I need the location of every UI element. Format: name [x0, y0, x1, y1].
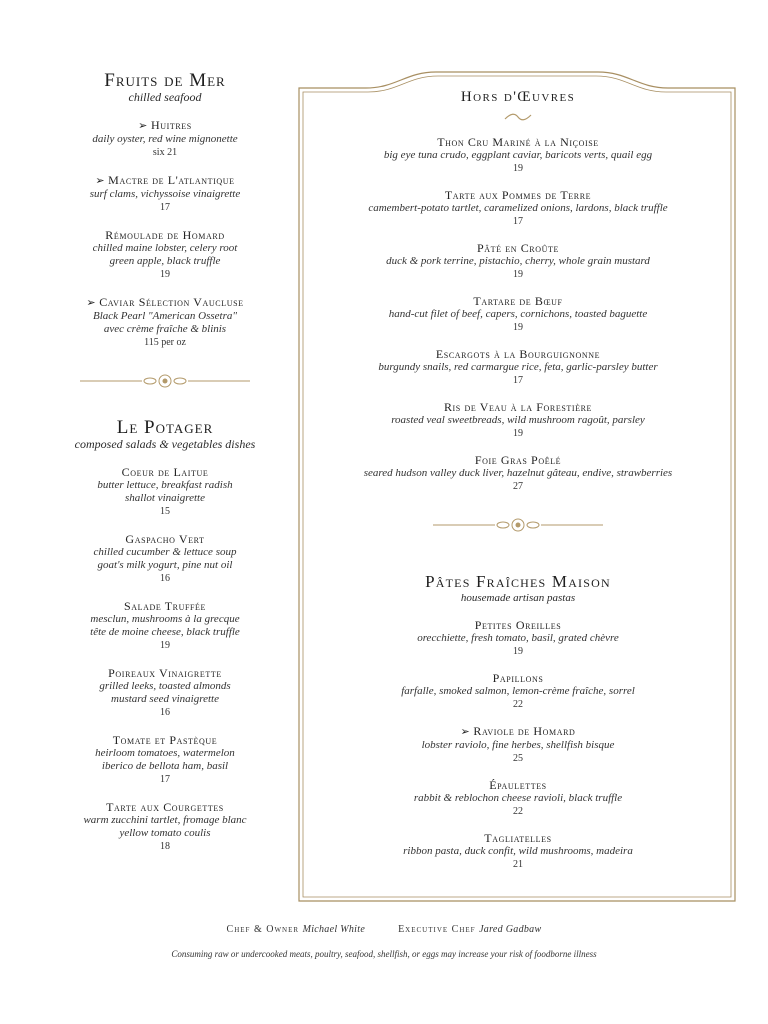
item-name-text: Salade Truffée: [123, 599, 207, 613]
item-name-text: Tagliatelles: [484, 831, 552, 845]
swirl-ornament: [503, 112, 533, 122]
item-name: [310, 294, 726, 308]
item-name: [40, 228, 290, 242]
item-description: daily oyster, red wine mignonette: [92, 133, 238, 145]
right-column: [310, 88, 726, 871]
section-subtitle: housemade artisan pastas: [460, 592, 576, 604]
item-name: [310, 241, 726, 255]
item-price: 19: [513, 269, 523, 280]
item-name: [310, 453, 726, 467]
item-description: green apple, black truffle: [109, 255, 221, 267]
section-subtitle: chilled seafood: [128, 90, 202, 104]
item-price: 16: [160, 707, 170, 718]
item-description: rabbit & reblochon cheese ravioli, black truffle: [413, 792, 623, 804]
left-column: [40, 72, 290, 853]
item-name-text: Pâté en Croûte: [477, 241, 559, 255]
menu-item: [40, 465, 290, 518]
item-description: mustard seed vinaigrette: [111, 693, 219, 705]
menu-item: [40, 173, 290, 214]
item-name-text: Escargots à la Bourguignonne: [435, 347, 601, 361]
ornament-divider-right: [433, 517, 603, 533]
footer: [0, 924, 768, 959]
ornament-divider-left: [80, 373, 250, 389]
section-le-potager: [40, 419, 290, 853]
menu-item: [40, 733, 290, 786]
arrow-icon: ➢: [95, 175, 106, 187]
menu-item: [40, 666, 290, 719]
menu-item: [40, 800, 290, 853]
item-description: duck & pork terrine, pistachio, cherry, whole grain mustard: [386, 255, 650, 267]
item-description: hand-cut filet of beef, capers, cornichons, toasted baguette: [388, 308, 648, 320]
item-price: 27: [513, 481, 523, 492]
item-description: Black Pearl "American Ossetra": [93, 310, 237, 322]
item-price: 15: [160, 506, 170, 517]
item-name-text: Poireaux Vinaigrette: [108, 666, 222, 680]
item-name-text: Tomate et Pastèque: [112, 733, 218, 747]
item-description: roasted veal sweetbreads, wild mushroom ragoût, parsley: [391, 414, 645, 426]
menu-item: [40, 599, 290, 652]
menu-item: [310, 618, 726, 658]
item-description: avec crème fraîche & blinis: [103, 323, 227, 335]
item-name: [40, 532, 290, 546]
section-pates: [310, 573, 726, 871]
item-name-text: Coeur de Laitue: [121, 465, 209, 479]
item-name: [40, 118, 290, 133]
item-name-text: Tarte aux Courgettes: [106, 800, 224, 814]
menu-item: [310, 241, 726, 281]
item-description: orecchiette, fresh tomato, basil, grated chèvre: [417, 632, 619, 644]
item-price: 115 per oz: [144, 337, 186, 348]
item-description: seared hudson valley duck liver, hazelnut gâteau, endive, strawberries: [363, 467, 673, 479]
item-name: [310, 400, 726, 414]
menu-item: [310, 831, 726, 871]
item-name-text: Papillons: [492, 671, 544, 685]
item-price: 16: [160, 573, 170, 584]
section-hors-doeuvres: [310, 88, 726, 493]
item-description: yellow tomato coulis: [119, 827, 211, 839]
item-name: [40, 465, 290, 479]
item-name-text: Thon Cru Mariné à la Niçoise: [437, 135, 599, 149]
item-description: goat's milk yogurt, pine nut oil: [97, 559, 233, 571]
item-description: big eye tuna crudo, eggplant caviar, baricots verts, quail egg: [383, 149, 653, 161]
menu-item: [310, 724, 726, 765]
item-description: heirloom tomatoes, watermelon: [95, 747, 235, 759]
item-name: [310, 724, 726, 739]
health-warning: Consuming raw or undercooked meats, poultry, seafood, shellfish, or eggs may increase your risk of foodborne illness: [171, 949, 597, 959]
item-name-text: Mactre de L'atlantique: [108, 173, 235, 187]
item-name: [310, 778, 726, 792]
item-name-text: Caviar Sélection Vaucluse: [99, 295, 244, 309]
section-subtitle: composed salads & vegetables dishes: [74, 437, 256, 451]
item-name-text: Raviole de Homard: [473, 724, 576, 738]
item-name: [40, 733, 290, 747]
item-price: 17: [160, 774, 170, 785]
menu-item: [310, 135, 726, 175]
item-description: shallot vinaigrette: [125, 492, 205, 504]
section-title: Fruits de Mer: [104, 70, 226, 91]
item-price: 17: [513, 216, 523, 227]
menu-list: [310, 618, 726, 871]
item-name-text: Ris de Veau à la Forestière: [443, 400, 593, 414]
section-fruits-de-mer: [40, 72, 290, 349]
item-name-text: Tartare de Bœuf: [473, 294, 563, 308]
item-name-text: Petites Oreilles: [474, 618, 562, 632]
item-name-text: Huitres: [150, 118, 192, 132]
item-name: [310, 671, 726, 685]
menu-item: [40, 118, 290, 159]
item-description: tête de moine cheese, black truffle: [90, 626, 240, 638]
section-title: Pâtes Fraîches Maison: [425, 572, 611, 591]
item-price: 19: [513, 163, 523, 174]
arrow-icon: ➢: [138, 120, 148, 132]
item-name: [310, 347, 726, 361]
item-name: [40, 599, 290, 613]
item-price: 19: [160, 269, 170, 280]
item-price: 25: [513, 753, 523, 764]
item-price: 21: [513, 859, 523, 870]
menu-item: [40, 295, 290, 349]
menu-list: [310, 135, 726, 493]
menu-frame: [296, 68, 738, 904]
item-price: 17: [513, 375, 523, 386]
item-name-text: Foie Gras Poêlé: [474, 453, 562, 467]
menu-list: [40, 118, 290, 349]
item-description: mesclun, mushrooms à la grecque: [90, 613, 240, 625]
item-description: iberico de bellota ham, basil: [101, 760, 229, 772]
section-title: Hors d'Œuvres: [460, 89, 576, 105]
arrow-icon: ➢: [460, 726, 471, 738]
menu-item: [310, 671, 726, 711]
menu-item: [40, 532, 290, 585]
item-description: surf clams, vichyssoise vinaigrette: [89, 188, 241, 200]
item-description: butter lettuce, breakfast radish: [97, 479, 233, 491]
item-name-text: Gaspacho Vert: [125, 532, 205, 546]
item-price: 19: [513, 428, 523, 439]
menu-item: [310, 778, 726, 818]
item-description: ribbon pasta, duck confit, wild mushrooms, madeira: [403, 845, 633, 857]
item-name-text: Tarte aux Pommes de Terre: [444, 188, 592, 202]
item-description: farfalle, smoked salmon, lemon-crème fraîche, sorrel: [401, 685, 635, 697]
item-description: burgundy snails, red carmargue rice, feta, garlic-parsley butter: [378, 361, 658, 373]
item-description: warm zucchini tartlet, fromage blanc: [83, 814, 247, 826]
menu-item: [310, 294, 726, 334]
item-price: 22: [513, 806, 523, 817]
exec-chef-name: Jared Gadbaw: [479, 924, 542, 935]
item-description: camembert-potato tartlet, caramelized onions, lardons, black truffle: [368, 202, 668, 214]
menu-item: [310, 188, 726, 228]
item-name-text: Épaulettes: [489, 778, 547, 792]
item-name-text: Rémoulade de Homard: [105, 228, 225, 242]
item-name: [40, 666, 290, 680]
chef-owner-name: Michael White: [302, 924, 366, 935]
item-price: 22: [513, 699, 523, 710]
item-price: 19: [513, 322, 523, 333]
item-name: [40, 800, 290, 814]
item-price: 19: [160, 640, 170, 651]
arrow-icon: ➢: [86, 297, 97, 309]
item-price: 17: [160, 202, 170, 213]
item-description: chilled cucumber & lettuce soup: [93, 546, 237, 558]
item-name: [310, 188, 726, 202]
item-price: 19: [513, 646, 523, 657]
item-price: 18: [160, 841, 170, 852]
exec-chef-label: Executive Chef: [398, 924, 476, 935]
item-description: chilled maine lobster, celery root: [92, 242, 238, 254]
menu-item: [310, 453, 726, 493]
item-name: [40, 173, 290, 188]
menu-item: [310, 347, 726, 387]
menu-item: [40, 228, 290, 281]
item-description: grilled leeks, toasted almonds: [99, 680, 231, 692]
menu-item: [310, 400, 726, 440]
item-name: [310, 135, 726, 149]
section-title: Le Potager: [116, 417, 214, 438]
item-description: lobster raviolo, fine herbes, shellfish bisque: [421, 739, 615, 751]
item-name: [310, 831, 726, 845]
chef-owner-label: Chef & Owner: [226, 924, 300, 935]
item-name: [310, 618, 726, 632]
item-price: six 21: [152, 147, 178, 158]
chef-credits: [0, 924, 768, 935]
item-name: [40, 295, 290, 310]
menu-list: [40, 465, 290, 853]
